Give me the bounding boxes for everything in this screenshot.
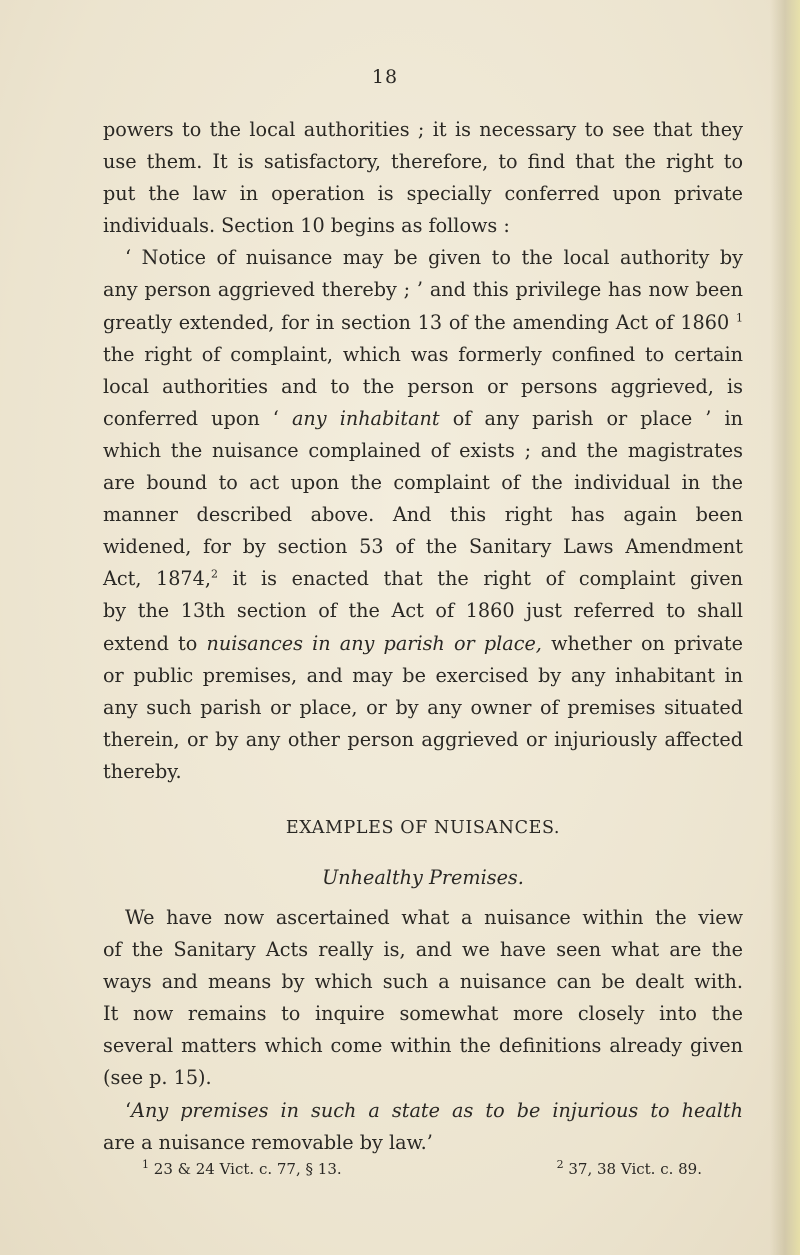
text-line: individuals. Section 10 begins as follows : (103, 214, 510, 238)
text-line: therein, or by any other person aggrieved or injuriously affected (103, 727, 743, 751)
text-line: ways and means by which such a nuisance can be dealt with. (103, 970, 743, 994)
text-line: are bound to act upon the complaint of the individual in the (103, 471, 743, 495)
section-heading: EXAMPLES OF NUISANCES. (285, 817, 561, 838)
text-fragment: conferred upon ‘ (103, 406, 279, 430)
text-line: the right of complaint, which was formerly confined to certain (103, 342, 743, 366)
text-line: any such parish or place, or by any owner of premises situated (103, 695, 743, 719)
page-number: 18 (371, 66, 399, 88)
text-line: ‘ Notice of nuisance may be given to the local authority by (125, 246, 743, 270)
paragraph-3 (103, 902, 743, 1095)
text-fragment: of any parish or place ’ in (452, 406, 743, 430)
footnote-1 (142, 1160, 342, 1178)
paragraph-4 (103, 1095, 743, 1159)
text-line: local authorities and to the person or persons aggrieved, is (103, 374, 743, 398)
text-line: powers to the local authorities ; it is necessary to see that they (103, 118, 743, 141)
subsection-heading: Unhealthy Premises. (322, 865, 524, 889)
text-line: It now remains to inquire somewhat more closely into the (103, 1002, 743, 1026)
text-fragment: extend to (103, 631, 198, 655)
footnotes (142, 1160, 702, 1178)
text-line: any person aggrieved thereby ; ’ and this privilege has now been (103, 278, 743, 302)
text-line: which the nuisance complained of exists ; and the magistrates (103, 438, 743, 462)
text-line: widened, for by section 53 of the Sanitary Laws Amendment (103, 535, 743, 559)
text-line: use them. It is satisfactory, therefore, to find that the right to (103, 150, 743, 174)
text-line (103, 628, 743, 660)
text-fragment: Act, 1874, (103, 567, 211, 591)
text-line: or public premises, and may be exercised by any inhabitant in (103, 663, 743, 687)
text-line: put the law in operation is specially conferred upon private (103, 182, 743, 206)
emphasis-text: any inhabitant (291, 406, 440, 430)
text-line (103, 563, 743, 595)
text-line (103, 307, 743, 339)
text-line: manner described above. And this right has again been (103, 503, 743, 527)
emphasis-text: nuisances in any parish or place, (206, 631, 542, 655)
text-line: several matters which come within the definitions already given (103, 1034, 743, 1058)
body-text (103, 114, 743, 1159)
text-line: thereby. (103, 759, 182, 783)
footnote-text: 23 & 24 Vict. c. 77, § 13. (153, 1160, 342, 1178)
text-fragment: whether on private (551, 631, 743, 655)
text-fragment: greatly extended, for in section 13 of the amending Act of 1860 (103, 310, 730, 334)
text-line: are a nuisance removable by law.’ (103, 1130, 433, 1154)
emphasis-text: Any premises in such a state as to be injurious to health (131, 1098, 743, 1122)
text-line (103, 1095, 743, 1127)
footnote-2 (557, 1160, 702, 1178)
paragraph-2 (103, 242, 743, 788)
paragraph-1 (103, 114, 743, 242)
text-line (103, 403, 743, 435)
text-line: by the 13th section of the Act of 1860 just referred to shall (103, 599, 743, 623)
text-line: (see p. 15). (103, 1066, 212, 1090)
footnote-ref-1: 1 (735, 311, 743, 325)
footnote-ref-2: 2 (210, 567, 218, 581)
text-line: of the Sanitary Acts really is, and we have seen what are the (103, 938, 743, 962)
text-line: We have now ascertained what a nuisance within the view (125, 905, 743, 929)
footnote-mark: 2 (556, 1158, 564, 1171)
text-fragment: ‘ (125, 1098, 132, 1122)
footnote-mark: 1 (142, 1158, 149, 1171)
text-fragment: it is enacted that the right of complaint given (232, 567, 743, 591)
footnote-text: 37, 38 Vict. c. 89. (568, 1160, 702, 1178)
